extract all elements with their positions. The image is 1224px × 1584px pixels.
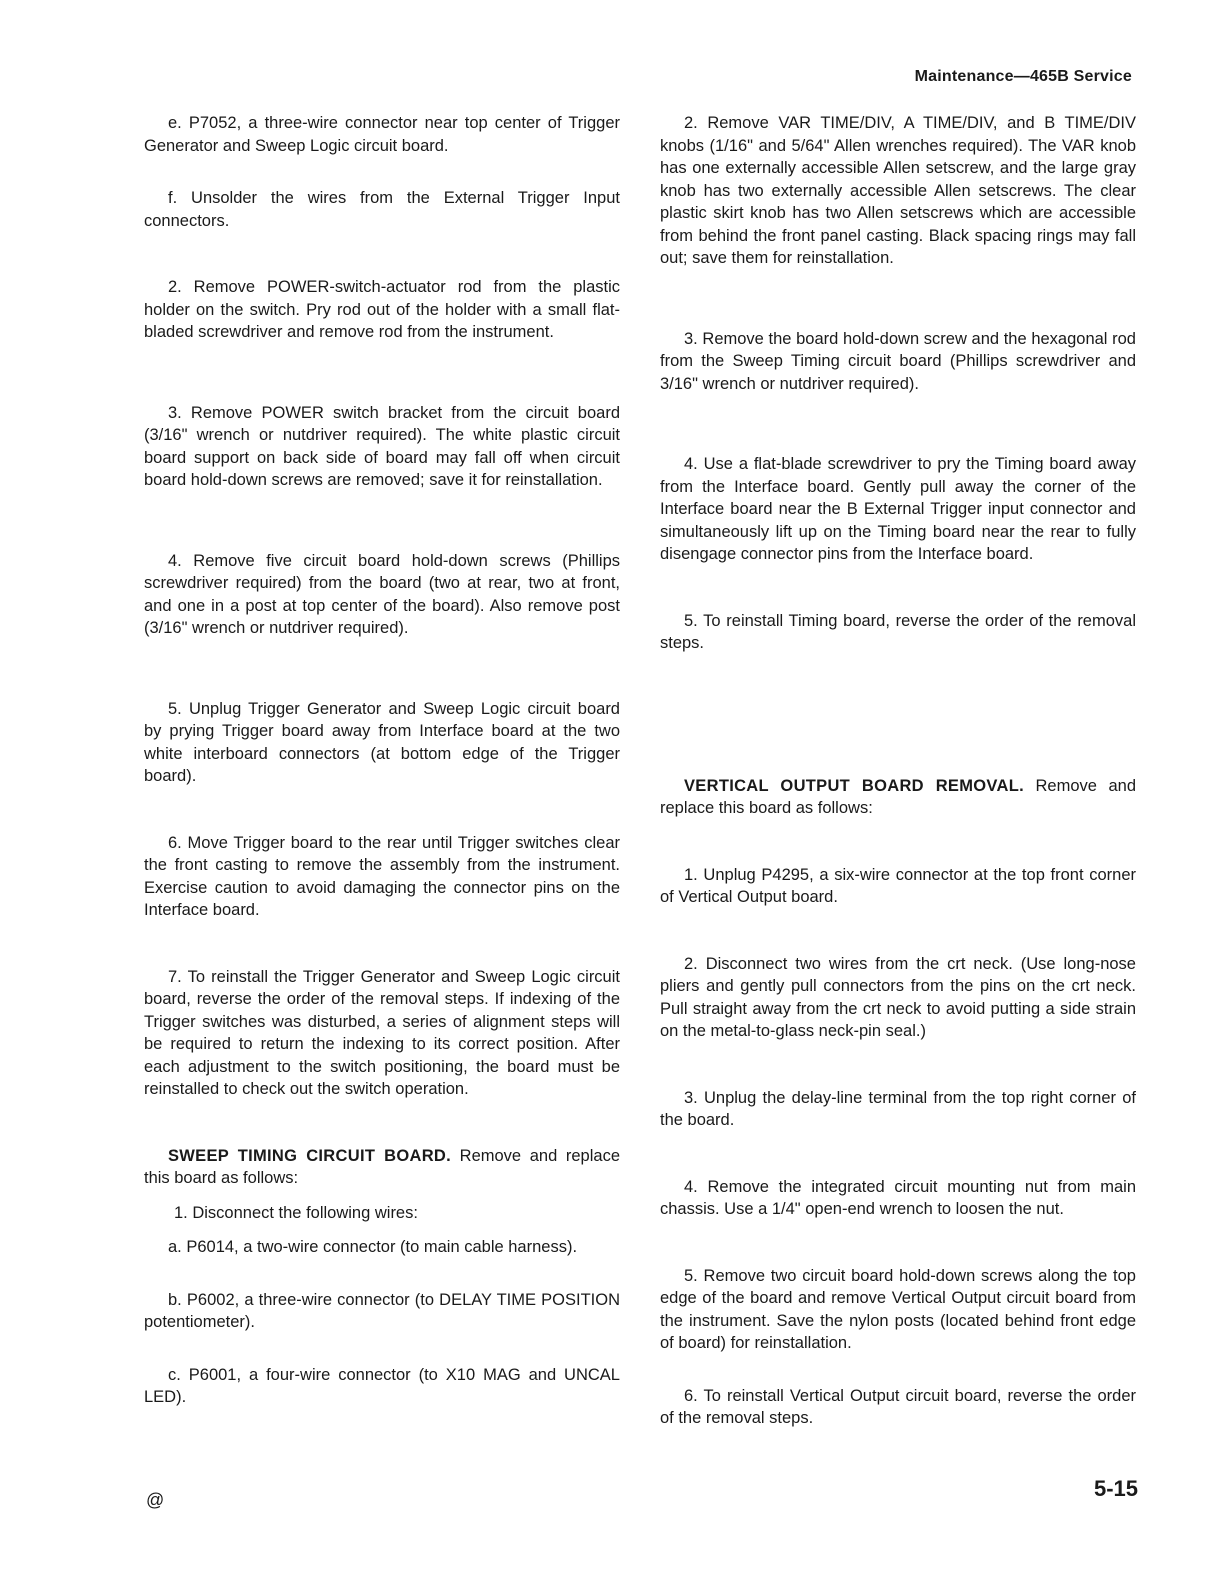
sweep-step-1: 1. Disconnect the following wires: (174, 1203, 418, 1222)
vertical-step-1: 1. Unplug P4295, a six-wire connector at the top front corner of Vertical Output board. (660, 865, 1136, 906)
timing-step-3: 3. Remove the board hold-down screw and the hexagonal rod from the Sweep Timing circuit board (Phillips screwdriver and 3/16" wrench or nutdriver required). (660, 329, 1136, 393)
sweep-timing-intro (144, 1145, 620, 1190)
sweep-timing-heading: SWEEP TIMING CIRCUIT BOARD. (168, 1146, 452, 1165)
step-5: 5. Unplug Trigger Generator and Sweep Logic circuit board by prying Trigger board away from Interface board at the two white interboard connectors (at bottom edge of the Trigger board). (144, 699, 620, 785)
timing-step-4: 4. Use a flat-blade screwdriver to pry the Timing board away from the Interface board. Gently pull away the corner of the Interface board near the B External Trigger input connector and simultaneously lift up on the Timing board near the rear to fully disengage connector pins from the Interface board. (660, 455, 1136, 563)
vertical-step-5: 5. Remove two circuit board hold-down screws along the top edge of the board and remove Vertical Output circuit board from the instrument. Save the nylon posts (located behind front edge of board) for reinstallation. (660, 1266, 1136, 1352)
vertical-step-4: 4. Remove the integrated circuit mounting nut from main chassis. Use a 1/4" open-end wrench to loosen the nut. (660, 1177, 1136, 1218)
right-column (660, 112, 1136, 1430)
left-column (144, 112, 620, 1409)
footer-symbol: @ (146, 1490, 165, 1510)
sweep-timing-intro-text: Remove and replace this board as follows: (144, 1146, 621, 1187)
sweep-step-b: b. P6002, a three-wire connector (to DELAY TIME POSITION potentiometer). (144, 1290, 620, 1331)
step-3: 3. Remove POWER switch bracket from the circuit board (3/16" wrench or nutdriver required). The white plastic circuit board support on back side of board may fall off when circuit board hold-down screws are removed; save it for reinstallation. (144, 403, 620, 489)
vertical-output-intro-text: Remove and replace this board as follows: (660, 776, 1137, 817)
sweep-step-c: c. P6001, a four-wire connector (to X10 MAG and UNCAL LED). (144, 1365, 620, 1406)
vertical-output-intro (660, 775, 1136, 820)
timing-step-2: 2. Remove VAR TIME/DIV, A TIME/DIV, and B TIME/DIV knobs (1/16" and 5/64" Allen wrenches required). The VAR knob has one externally accessible Allen setscrew, and the large gray knob has two externally accessible Allen setscrews. The clear plastic skirt knob has two Allen setscrews which are accessible from behind the front panel casting. Black spacing rings may fall out; save them for reinstallation. (660, 114, 1136, 267)
vertical-step-6: 6. To reinstall Vertical Output circuit board, reverse the order of the removal steps. (660, 1386, 1136, 1427)
timing-step-5: 5. To reinstall Timing board, reverse the order of the removal steps. (660, 611, 1136, 652)
vertical-output-heading: VERTICAL OUTPUT BOARD REMOVAL. (684, 776, 1024, 795)
vertical-step-3: 3. Unplug the delay-line terminal from the top right corner of the board. (660, 1088, 1136, 1129)
running-header: Maintenance—465B Service (914, 68, 1132, 85)
page-number: 5-15 (1093, 1476, 1138, 1501)
step-f: f. Unsolder the wires from the External Trigger Input connectors. (144, 189, 620, 230)
sweep-step-a: a. P6014, a two-wire connector (to main cable harness). (168, 1238, 578, 1256)
vertical-step-2: 2. Disconnect two wires from the crt neck. (Use long-nose pliers and gently pull connectors from the pins on the crt neck. Pull straight away from the crt neck to avoid putting a side strain on the metal-to-glass neck-pin seal.) (660, 954, 1136, 1040)
step-6: 6. Move Trigger board to the rear until Trigger switches clear the front casting to remove the assembly from the instrument. Exercise caution to avoid damaging the connector pins on the Interface board. (144, 833, 620, 919)
step-7: 7. To reinstall the Trigger Generator and Sweep Logic circuit board, reverse the order of the removal steps. If indexing of the Trigger switches was disturbed, a series of alignment steps will be required to return the indexing to its correct position. After each adjustment to the switch positioning, the board must be reinstalled to check out the switch operation. (144, 967, 620, 1098)
step-4: 4. Remove five circuit board hold-down screws (Phillips screwdriver required) from the board (two at rear, two at front, and one in a post at top center of the board). Also remove post (3/16" wrench or nutdriver required). (144, 551, 620, 637)
step-2: 2. Remove POWER-switch-actuator rod from the plastic holder on the switch. Pry rod out of the holder with a small flat-bladed screwdriver and remove rod from the instrument. (144, 278, 620, 341)
step-e: e. P7052, a three-wire connector near top center of Trigger Generator and Sweep Logic circuit board. (144, 114, 620, 155)
